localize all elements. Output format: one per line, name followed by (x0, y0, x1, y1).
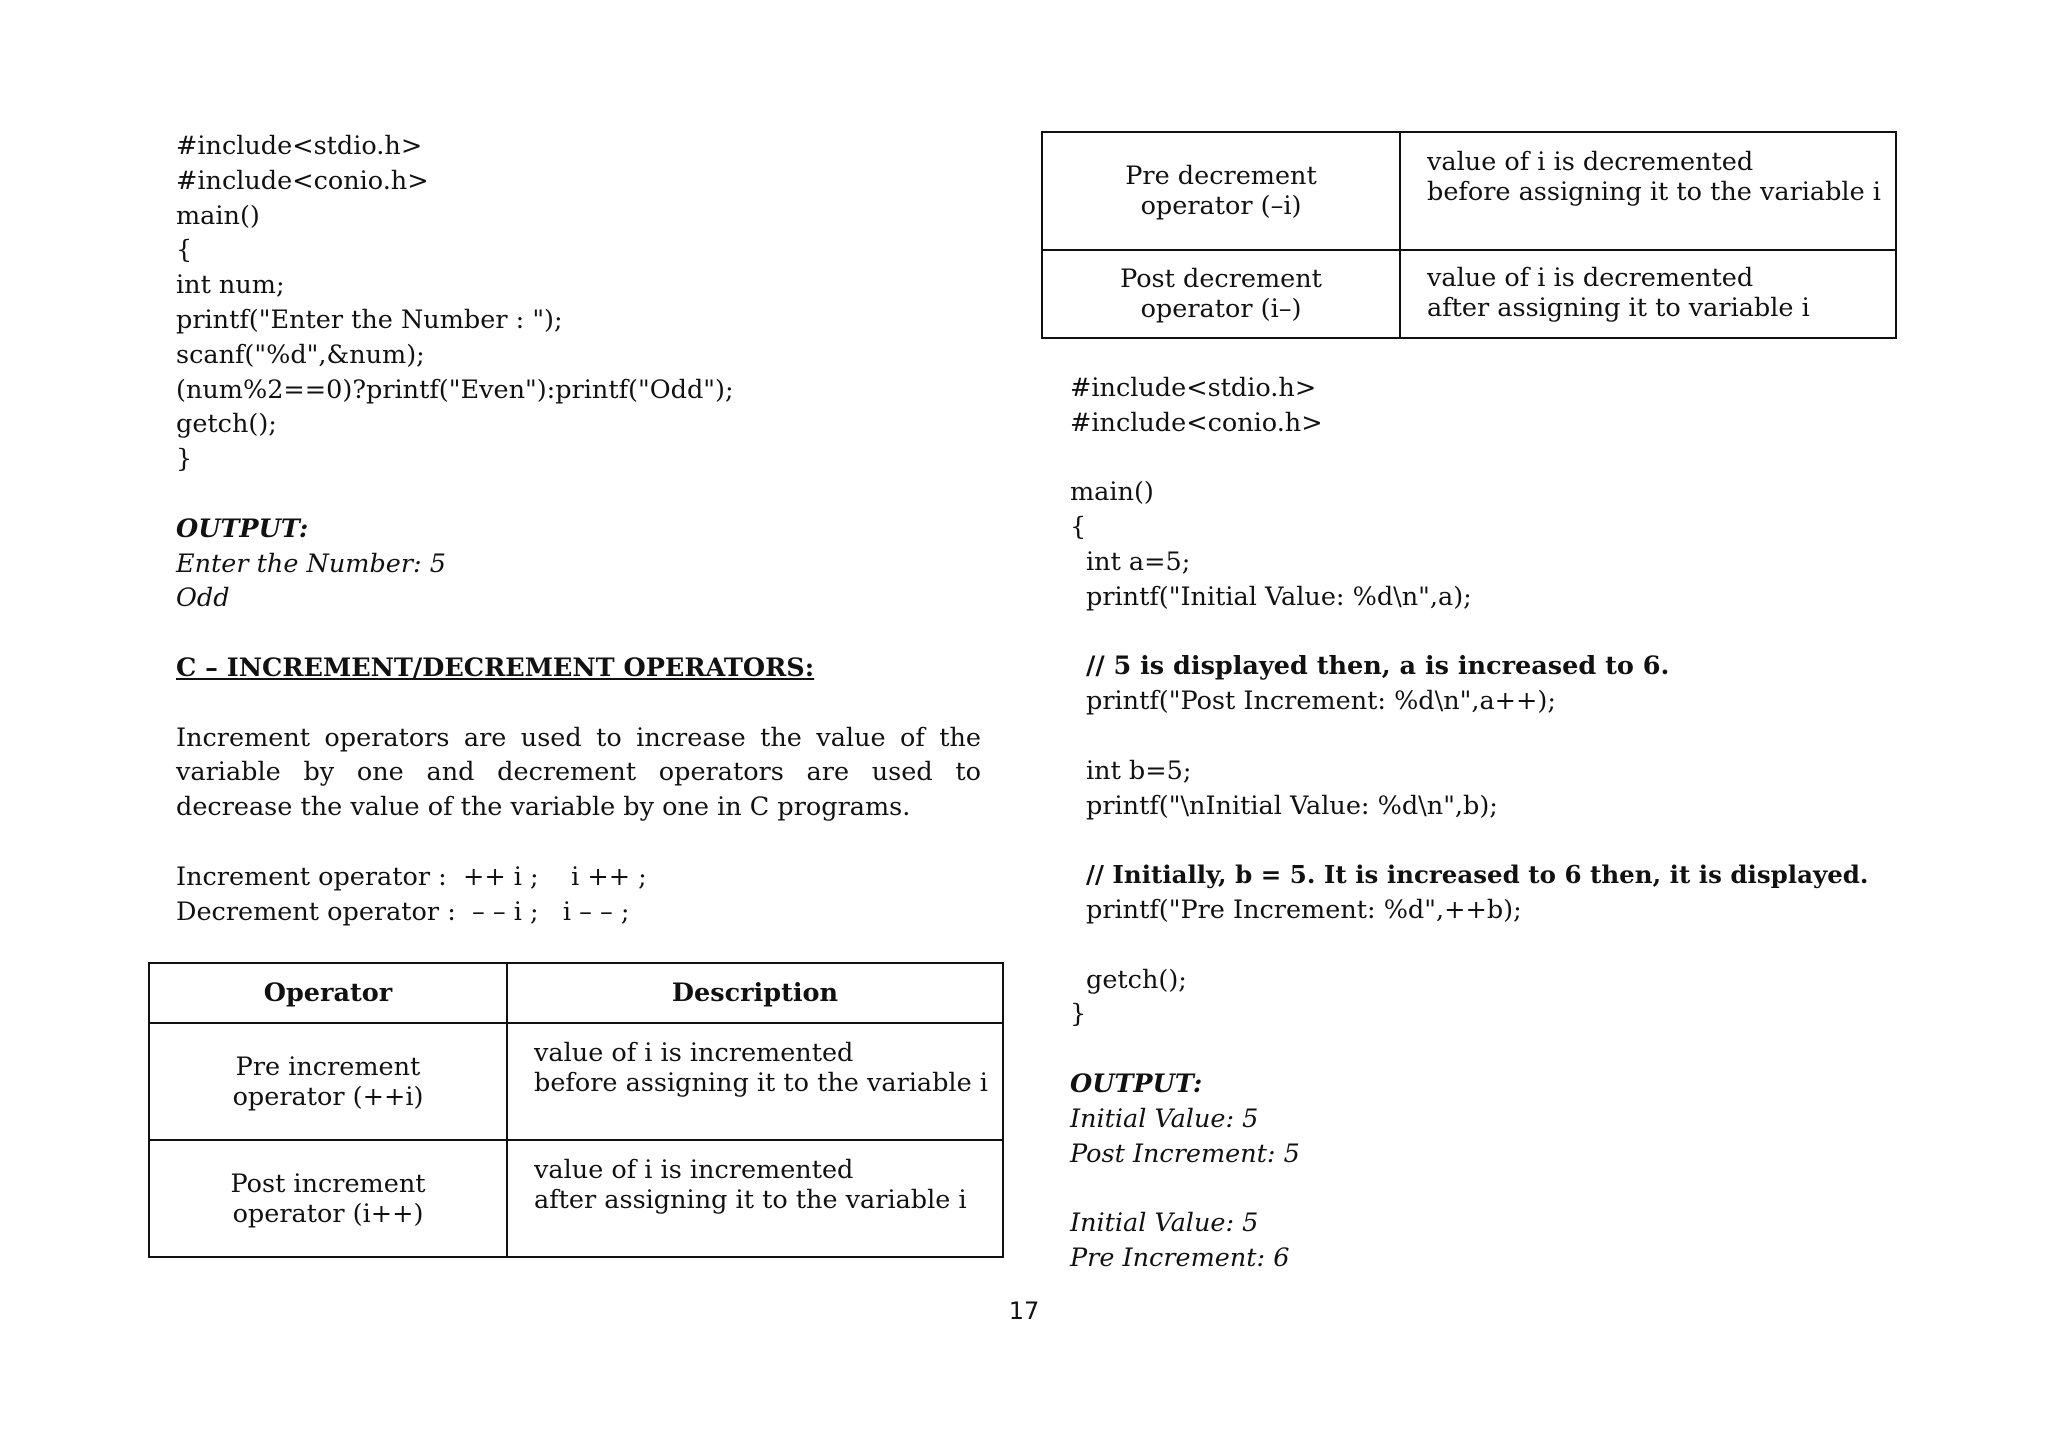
table-row (149, 1023, 1003, 1140)
left-column (176, 129, 981, 929)
increment-operator-line: Increment operator : ++ i ; i ++ ; (176, 861, 647, 892)
operator-cell: Pre increment operator (++i) (149, 1023, 507, 1140)
decrement-operator-line: Decrement operator : – – i ; i – – ; (176, 896, 630, 927)
code-line: int b=5; (1086, 755, 1192, 786)
code-block-left (176, 129, 981, 477)
code-line: } (176, 444, 193, 475)
operator-cell: Post decrement operator (i–) (1042, 250, 1400, 338)
header-operator: Operator (149, 963, 507, 1023)
description-cell: value of i is decremented after assigning it to variable i (1400, 250, 1896, 338)
table-row (1042, 132, 1896, 250)
code-line: printf("Post Increment: %d\n",a++); (1086, 686, 1556, 717)
page-number: 17 (1008, 1297, 1040, 1325)
output-line: Post Increment: 5 (1070, 1138, 1300, 1169)
code-line: int num; (176, 270, 285, 301)
code-comment: // Initially, b = 5. It is increased to 6 then, it is displayed. (1086, 860, 1869, 890)
code-comment: // 5 is displayed then, a is increased to 6. (1086, 651, 1670, 682)
output-label: OUTPUT: (1070, 1068, 1203, 1099)
section-heading: C – INCREMENT/DECREMENT OPERATORS: (176, 652, 815, 683)
code-line: #include<conio.h> (1070, 407, 1323, 438)
code-line: main() (1070, 477, 1154, 508)
code-line: int a=5; (1086, 546, 1191, 577)
code-line: #include<stdio.h> (1070, 373, 1317, 403)
code-line: getch(); (176, 409, 277, 440)
code-line: } (1070, 999, 1087, 1030)
code-line: main() (176, 200, 260, 231)
operator-cell: Post increment operator (i++) (149, 1140, 507, 1257)
description-cell: value of i is incremented before assigning it to the variable i (507, 1023, 1003, 1140)
description-cell: value of i is incremented after assigning it to the variable i (507, 1140, 1003, 1257)
code-line: getch(); (1086, 964, 1187, 995)
code-line: scanf("%d",&num); (176, 339, 425, 370)
table-header-row (149, 963, 1003, 1023)
output-line: Enter the Number: 5 (176, 548, 446, 579)
operator-cell: Pre decrement operator (–i) (1042, 132, 1400, 250)
code-line: printf("Pre Increment: %d",++b); (1086, 894, 1522, 925)
code-line: (num%2==0)?printf("Even"):printf("Odd"); (176, 374, 734, 405)
output-line: Initial Value: 5 (1070, 1208, 1259, 1239)
output-line: Pre Increment: 6 (1070, 1242, 1290, 1273)
code-line: { (1070, 512, 1087, 543)
table-row (149, 1140, 1003, 1257)
description-cell: value of i is decremented before assigning it to the variable i (1400, 132, 1896, 250)
output-label: OUTPUT: (176, 513, 309, 544)
increment-operators-table (148, 962, 1004, 1258)
decrement-operators-table (1041, 131, 1897, 339)
table-row (1042, 250, 1896, 338)
output-line: Odd (176, 583, 230, 614)
code-line: #include<stdio.h> (176, 131, 423, 161)
code-line: printf("Initial Value: %d\n",a); (1086, 581, 1472, 612)
code-line: printf("\nInitial Value: %d\n",b); (1086, 790, 1498, 821)
right-column (1070, 371, 1970, 1276)
code-line: #include<conio.h> (176, 165, 429, 196)
code-line: { (176, 235, 193, 266)
code-line: printf("Enter the Number : "); (176, 304, 563, 335)
output-line: Initial Value: 5 (1070, 1103, 1259, 1134)
header-description: Description (507, 963, 1003, 1023)
intro-paragraph: Increment operators are used to increase the value of the variable by one and decrement operators are used to decrease the value of the variable by one in C programs. (176, 722, 981, 823)
